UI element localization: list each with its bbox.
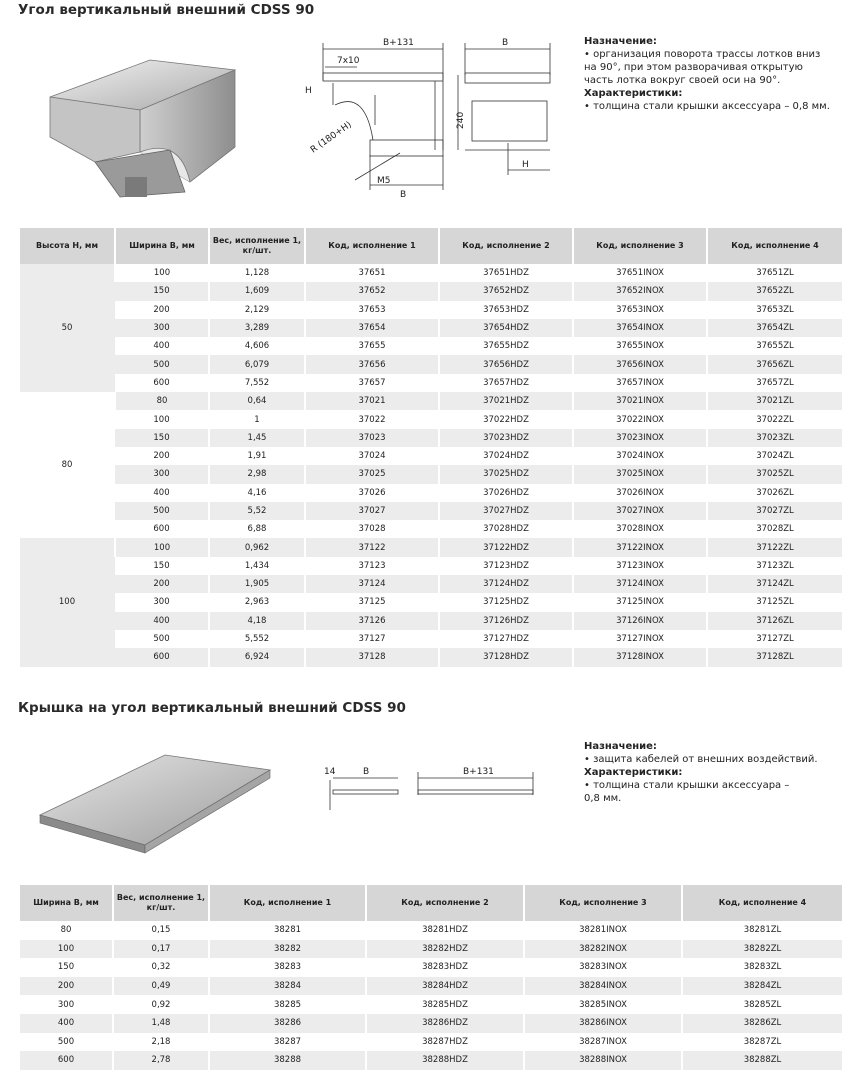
table-row: [20, 958, 842, 977]
specs-label: Характеристики:: [584, 88, 683, 99]
table-cell: 300: [115, 319, 209, 337]
header-code-2: Код, исполнение 2: [366, 885, 524, 921]
corner-side-drawing: [295, 35, 455, 200]
table-cell: 1: [209, 410, 305, 428]
table-cell: 600: [115, 520, 209, 538]
specs-label: Характеристики:: [584, 767, 683, 778]
table-cell: 37655INOX: [573, 337, 707, 355]
table-cell: 38287ZL: [682, 1033, 842, 1052]
table-cell: 37657ZL: [707, 374, 842, 392]
table-cell: 38282: [209, 940, 366, 959]
table-cell: 37656INOX: [573, 355, 707, 373]
table-cell: 37024INOX: [573, 447, 707, 465]
header-code-3: Код, исполнение 3: [524, 885, 682, 921]
corner-table-body: [20, 264, 842, 667]
table-cell: 37655ZL: [707, 337, 842, 355]
table-cell: 0,64: [209, 392, 305, 410]
table-cell: 1,609: [209, 282, 305, 300]
table-row: [20, 557, 842, 575]
header-height: Высота H, мм: [20, 228, 115, 264]
table-cell: 0,962: [209, 538, 305, 556]
table-cell: 37021HDZ: [439, 392, 573, 410]
table-cell: 37125ZL: [707, 593, 842, 611]
table-cell: 37655: [305, 337, 439, 355]
table-row: [20, 337, 842, 355]
table-cell: 80: [20, 921, 113, 940]
label-h-front: H: [522, 160, 529, 170]
table-cell: 38283HDZ: [366, 958, 524, 977]
label-m5: M5: [377, 176, 391, 186]
table-cell: 1,434: [209, 557, 305, 575]
table-cell: 38287HDZ: [366, 1033, 524, 1052]
table-cell: 37657: [305, 374, 439, 392]
table-cell: 37124: [305, 575, 439, 593]
table-cell: 37021INOX: [573, 392, 707, 410]
section1-description: [584, 35, 842, 113]
table-row: [20, 447, 842, 465]
cover-product-image: [25, 745, 280, 870]
table-cell: 37653: [305, 301, 439, 319]
height-cell: 50: [20, 264, 115, 392]
section2-title: Крышка на угол вертикальный внешний CDSS 90: [18, 700, 406, 716]
table-cell: 0,32: [113, 958, 209, 977]
table-cell: 37651INOX: [573, 264, 707, 282]
table-row: [20, 319, 842, 337]
table-cell: 0,49: [113, 977, 209, 996]
table-row: [20, 410, 842, 428]
table-cell: 37652INOX: [573, 282, 707, 300]
table-cell: 1,905: [209, 575, 305, 593]
table-cell: 37656: [305, 355, 439, 373]
corner-front-drawing: [450, 35, 560, 185]
table-cell: 37656HDZ: [439, 355, 573, 373]
table-cell: 37654ZL: [707, 319, 842, 337]
table-cell: 37127: [305, 630, 439, 648]
table-cell: 500: [20, 1033, 113, 1052]
table-cell: 37651ZL: [707, 264, 842, 282]
cover-table-body: [20, 921, 842, 1070]
table-cell: 37023ZL: [707, 429, 842, 447]
table-cell: 37126ZL: [707, 612, 842, 630]
table-cell: 37128HDZ: [439, 648, 573, 666]
table-cell: 37122ZL: [707, 538, 842, 556]
table-cell: 500: [115, 502, 209, 520]
table-cell: 37127HDZ: [439, 630, 573, 648]
table-cell: 37022INOX: [573, 410, 707, 428]
table-cell: 37654INOX: [573, 319, 707, 337]
table-row: [20, 1051, 842, 1070]
table-row: [20, 538, 842, 556]
purpose-line: часть лотка вокруг своей оси на 90°.: [584, 75, 781, 86]
table-cell: 100: [20, 940, 113, 959]
header-weight: Вес, исполнение 1, кг/шт.: [209, 228, 305, 264]
table-cell: 37023HDZ: [439, 429, 573, 447]
table-row: [20, 484, 842, 502]
table-cell: 37022ZL: [707, 410, 842, 428]
table-cell: 38284ZL: [682, 977, 842, 996]
table-cell: 37025ZL: [707, 465, 842, 483]
label-radius: R (180+H): [308, 119, 354, 156]
table-cell: 38284INOX: [524, 977, 682, 996]
table-row: [20, 301, 842, 319]
table-header-row: [20, 228, 842, 264]
table-cell: 200: [115, 575, 209, 593]
table-cell: 37657HDZ: [439, 374, 573, 392]
table-cell: 38281ZL: [682, 921, 842, 940]
table-cell: 38286INOX: [524, 1014, 682, 1033]
table-cell: 38285HDZ: [366, 995, 524, 1014]
height-cell: 100: [20, 538, 115, 666]
table-row: [20, 429, 842, 447]
header-code-1: Код, исполнение 1: [209, 885, 366, 921]
table-cell: 400: [20, 1014, 113, 1033]
table-cell: 37022: [305, 410, 439, 428]
table-cell: 38283INOX: [524, 958, 682, 977]
table-cell: 6,924: [209, 648, 305, 666]
table-cell: 80: [115, 392, 209, 410]
table-cell: 6,079: [209, 355, 305, 373]
specs-line: • толщина стали крышки аксессуара –: [584, 780, 790, 791]
label-b131: B+131: [383, 38, 414, 48]
table-cell: 37122: [305, 538, 439, 556]
table-cell: 37126HDZ: [439, 612, 573, 630]
cover-spec-table: [20, 885, 842, 1070]
header-code-3: Код, исполнение 3: [573, 228, 707, 264]
table-cell: 37653HDZ: [439, 301, 573, 319]
table-cell: 37028ZL: [707, 520, 842, 538]
header-code-4: Код, исполнение 4: [707, 228, 842, 264]
purpose-line: на 90°, при этом разворачивая открытую: [584, 62, 803, 73]
table-cell: 38282ZL: [682, 940, 842, 959]
label-b-cover: B: [363, 767, 370, 777]
table-cell: 37126INOX: [573, 612, 707, 630]
table-cell: 100: [115, 264, 209, 282]
table-cell: 37023INOX: [573, 429, 707, 447]
cover-drawing: [318, 760, 543, 825]
header-weight: Вес, исполнение 1, кг/шт.: [113, 885, 209, 921]
table-cell: 38286HDZ: [366, 1014, 524, 1033]
table-cell: 38283ZL: [682, 958, 842, 977]
table-row: [20, 921, 842, 940]
table-cell: 38281: [209, 921, 366, 940]
table-cell: 4,606: [209, 337, 305, 355]
table-cell: 300: [115, 593, 209, 611]
table-row: [20, 995, 842, 1014]
table-cell: 37652ZL: [707, 282, 842, 300]
table-cell: 38283: [209, 958, 366, 977]
table-cell: 37126: [305, 612, 439, 630]
table-cell: 38282INOX: [524, 940, 682, 959]
label-7x10: 7x10: [337, 56, 360, 66]
header-width: Ширина B, мм: [20, 885, 113, 921]
table-row: [20, 502, 842, 520]
table-cell: 37125: [305, 593, 439, 611]
header-code-4: Код, исполнение 4: [682, 885, 842, 921]
table-cell: 38287: [209, 1033, 366, 1052]
table-cell: 38286ZL: [682, 1014, 842, 1033]
table-cell: 38285INOX: [524, 995, 682, 1014]
table-row: [20, 282, 842, 300]
table-cell: 7,552: [209, 374, 305, 392]
table-row: [20, 630, 842, 648]
table-cell: 37025INOX: [573, 465, 707, 483]
table-cell: 1,48: [113, 1014, 209, 1033]
table-cell: 37125INOX: [573, 593, 707, 611]
table-cell: 37023: [305, 429, 439, 447]
label-b-front: B: [502, 38, 509, 48]
table-cell: 38282HDZ: [366, 940, 524, 959]
table-cell: 38284: [209, 977, 366, 996]
table-cell: 37024ZL: [707, 447, 842, 465]
table-cell: 37028: [305, 520, 439, 538]
table-cell: 0,92: [113, 995, 209, 1014]
table-cell: 37123: [305, 557, 439, 575]
table-cell: 150: [115, 282, 209, 300]
table-cell: 37021: [305, 392, 439, 410]
table-cell: 600: [20, 1051, 113, 1070]
table-cell: 100: [115, 538, 209, 556]
table-cell: 37123HDZ: [439, 557, 573, 575]
table-cell: 37653INOX: [573, 301, 707, 319]
table-cell: 38287INOX: [524, 1033, 682, 1052]
table-row: [20, 1014, 842, 1033]
table-cell: 1,128: [209, 264, 305, 282]
table-cell: 1,91: [209, 447, 305, 465]
table-header-row: [20, 885, 842, 921]
table-cell: 200: [115, 301, 209, 319]
purpose-line: • защита кабелей от внешних воздействий.: [584, 754, 818, 765]
table-cell: 400: [115, 337, 209, 355]
table-cell: 37651: [305, 264, 439, 282]
corner-product-image: [40, 52, 240, 202]
table-cell: 5,552: [209, 630, 305, 648]
table-cell: 37655HDZ: [439, 337, 573, 355]
table-cell: 37124HDZ: [439, 575, 573, 593]
table-cell: 37122INOX: [573, 538, 707, 556]
table-cell: 38288HDZ: [366, 1051, 524, 1070]
table-row: [20, 593, 842, 611]
table-cell: 37653ZL: [707, 301, 842, 319]
table-cell: 38288INOX: [524, 1051, 682, 1070]
table-cell: 37028HDZ: [439, 520, 573, 538]
section2-description: [584, 740, 842, 805]
table-row: [20, 355, 842, 373]
table-row: [20, 612, 842, 630]
table-cell: 200: [115, 447, 209, 465]
table-row: [20, 648, 842, 666]
table-cell: 37027HDZ: [439, 502, 573, 520]
table-cell: 37022HDZ: [439, 410, 573, 428]
label-b: B: [400, 190, 407, 200]
table-cell: 500: [115, 630, 209, 648]
table-cell: 37026ZL: [707, 484, 842, 502]
table-cell: 37654HDZ: [439, 319, 573, 337]
table-cell: 600: [115, 374, 209, 392]
table-cell: 300: [20, 995, 113, 1014]
table-cell: 38281INOX: [524, 921, 682, 940]
table-cell: 37026HDZ: [439, 484, 573, 502]
table-cell: 37127INOX: [573, 630, 707, 648]
table-cell: 100: [115, 410, 209, 428]
table-cell: 37024HDZ: [439, 447, 573, 465]
table-cell: 37123INOX: [573, 557, 707, 575]
table-cell: 37652HDZ: [439, 282, 573, 300]
table-row: [20, 1033, 842, 1052]
table-cell: 38284HDZ: [366, 977, 524, 996]
table-cell: 37128ZL: [707, 648, 842, 666]
table-cell: 38286: [209, 1014, 366, 1033]
table-cell: 37028INOX: [573, 520, 707, 538]
table-cell: 37027: [305, 502, 439, 520]
specs-line: 0,8 мм.: [584, 793, 622, 804]
table-cell: 37024: [305, 447, 439, 465]
specs-line: • толщина стали крышки аксессуара – 0,8 мм.: [584, 101, 830, 112]
table-cell: 150: [20, 958, 113, 977]
label-b131-cover: B+131: [463, 767, 494, 777]
table-cell: 38281HDZ: [366, 921, 524, 940]
table-cell: 6,88: [209, 520, 305, 538]
table-row: [20, 575, 842, 593]
table-cell: 37124INOX: [573, 575, 707, 593]
corner-spec-table: [20, 228, 842, 667]
table-cell: 37124ZL: [707, 575, 842, 593]
header-code-2: Код, исполнение 2: [439, 228, 573, 264]
table-cell: 600: [115, 648, 209, 666]
table-cell: 400: [115, 484, 209, 502]
table-row: [20, 977, 842, 996]
table-cell: 0,17: [113, 940, 209, 959]
height-cell: 80: [20, 392, 115, 538]
table-cell: 37652: [305, 282, 439, 300]
table-cell: 2,98: [209, 465, 305, 483]
table-cell: 150: [115, 557, 209, 575]
label-14: 14: [324, 767, 336, 777]
table-cell: 37027ZL: [707, 502, 842, 520]
label-h: H: [305, 86, 312, 96]
table-cell: 37026: [305, 484, 439, 502]
table-cell: 5,52: [209, 502, 305, 520]
table-cell: 37027INOX: [573, 502, 707, 520]
table-cell: 37125HDZ: [439, 593, 573, 611]
table-cell: 37122HDZ: [439, 538, 573, 556]
header-code-1: Код, исполнение 1: [305, 228, 439, 264]
purpose-label: Назначение:: [584, 36, 657, 47]
table-cell: 150: [115, 429, 209, 447]
purpose-label: Назначение:: [584, 741, 657, 752]
table-cell: 300: [115, 465, 209, 483]
table-cell: 37128INOX: [573, 648, 707, 666]
table-cell: 4,16: [209, 484, 305, 502]
table-row: [20, 392, 842, 410]
table-row: [20, 374, 842, 392]
table-cell: 1,45: [209, 429, 305, 447]
table-cell: 500: [115, 355, 209, 373]
table-cell: 37021ZL: [707, 392, 842, 410]
table-row: [20, 264, 842, 282]
header-width: Ширина B, мм: [115, 228, 209, 264]
table-cell: 38288: [209, 1051, 366, 1070]
table-cell: 38288ZL: [682, 1051, 842, 1070]
section1-title: Угол вертикальный внешний CDSS 90: [18, 2, 315, 18]
table-cell: 37657INOX: [573, 374, 707, 392]
table-cell: 400: [115, 612, 209, 630]
table-cell: 37025: [305, 465, 439, 483]
table-cell: 38285: [209, 995, 366, 1014]
table-cell: 0,15: [113, 921, 209, 940]
table-row: [20, 520, 842, 538]
table-cell: 37654: [305, 319, 439, 337]
table-cell: 37026INOX: [573, 484, 707, 502]
table-cell: 4,18: [209, 612, 305, 630]
table-cell: 3,289: [209, 319, 305, 337]
table-cell: 37127ZL: [707, 630, 842, 648]
table-row: [20, 465, 842, 483]
table-cell: 2,129: [209, 301, 305, 319]
table-cell: 2,18: [113, 1033, 209, 1052]
purpose-line: • организация поворота трассы лотков вниз: [584, 49, 821, 60]
table-cell: 38285ZL: [682, 995, 842, 1014]
table-cell: 2,963: [209, 593, 305, 611]
table-cell: 2,78: [113, 1051, 209, 1070]
table-cell: 37128: [305, 648, 439, 666]
table-cell: 37651HDZ: [439, 264, 573, 282]
table-row: [20, 940, 842, 959]
label-240: 240: [456, 111, 466, 129]
table-cell: 37123ZL: [707, 557, 842, 575]
table-cell: 37656ZL: [707, 355, 842, 373]
table-cell: 200: [20, 977, 113, 996]
table-cell: 37025HDZ: [439, 465, 573, 483]
